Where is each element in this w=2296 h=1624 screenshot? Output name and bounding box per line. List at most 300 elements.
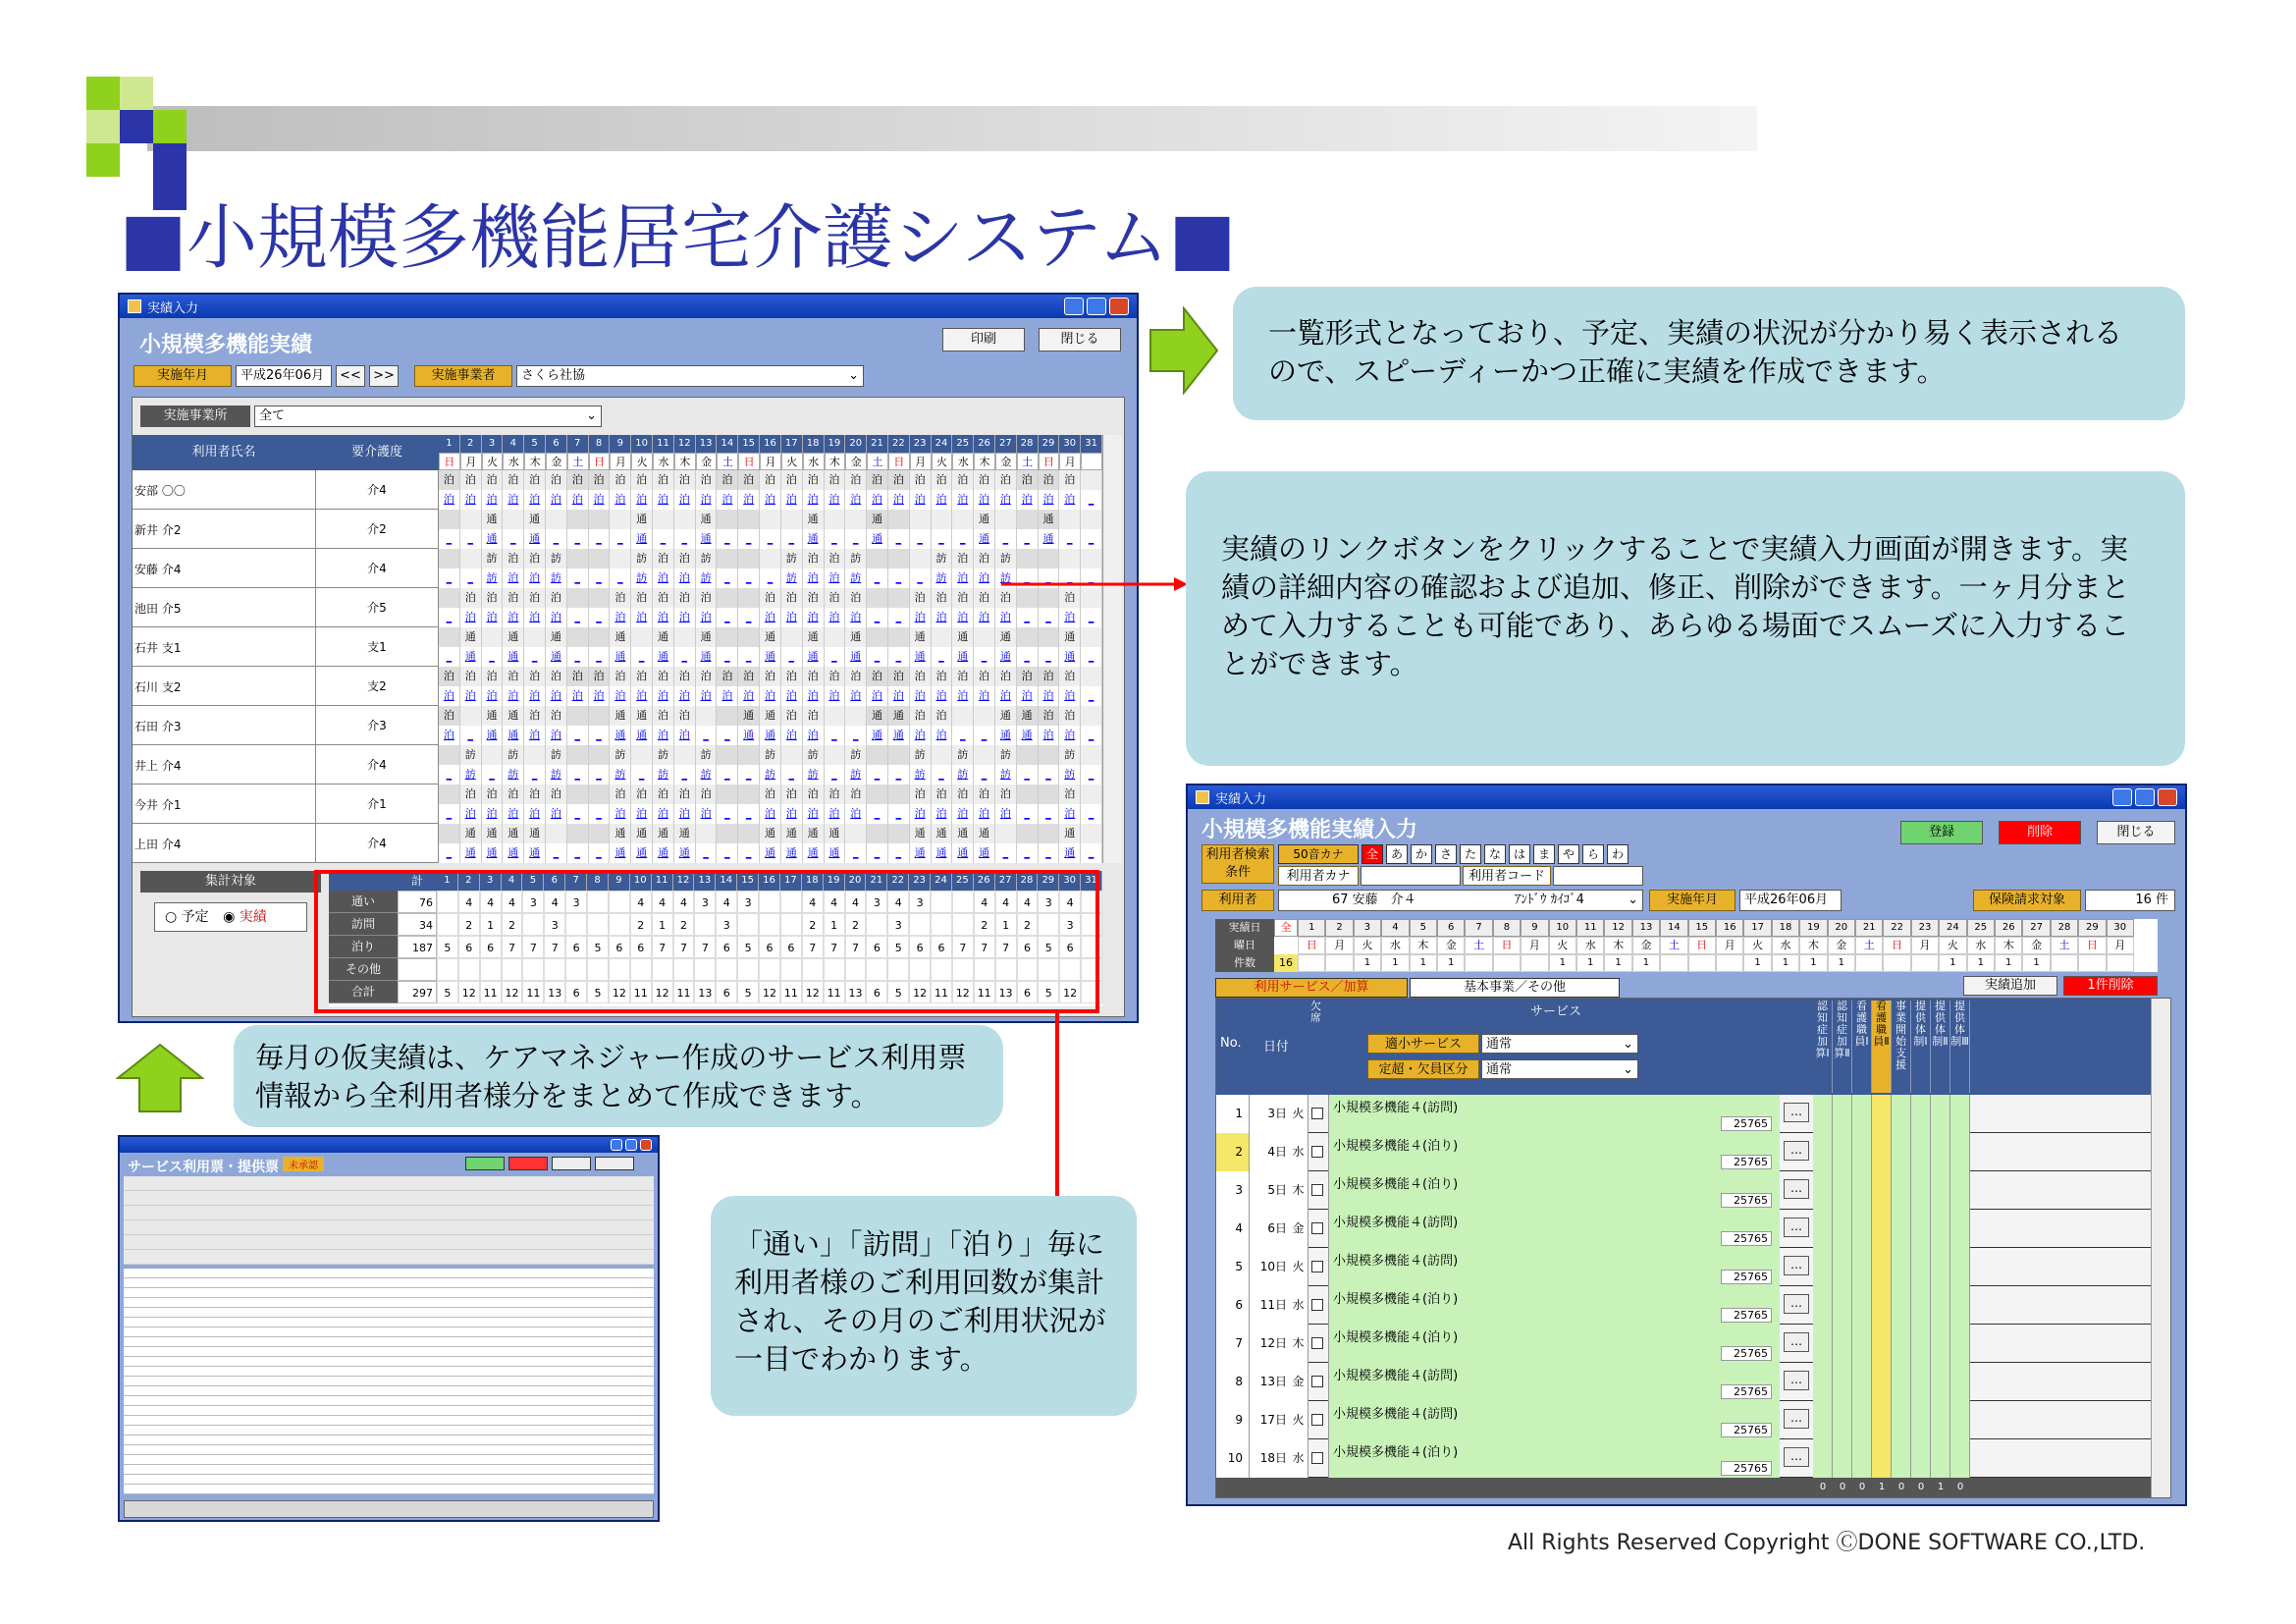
actual-link-cell[interactable]: _ <box>567 843 589 863</box>
actual-link-cell[interactable]: 泊 <box>888 490 910 510</box>
add-record-button[interactable]: 実績追加 <box>1963 976 2057 996</box>
date-button[interactable]: 14 <box>1660 919 1687 937</box>
kana-button[interactable]: あ <box>1386 844 1408 864</box>
actual-link-cell[interactable]: 泊 <box>825 568 846 588</box>
vertical-scrollbar[interactable] <box>2151 999 2170 1497</box>
actual-link-cell[interactable]: _ <box>696 726 718 745</box>
actual-link-cell[interactable]: 泊 <box>845 490 867 510</box>
register-button[interactable]: 登録 <box>1900 821 1983 844</box>
addon-checkbox[interactable] <box>1931 1401 1950 1439</box>
actual-link-cell[interactable]: 泊 <box>738 490 760 510</box>
actual-link-cell[interactable]: 泊 <box>995 490 1017 510</box>
actual-link-cell[interactable]: _ <box>567 529 589 549</box>
delete-button[interactable]: 削除 <box>1999 821 2081 844</box>
actual-link-cell[interactable]: _ <box>932 647 953 667</box>
actual-link-cell[interactable]: 泊 <box>717 686 738 706</box>
actual-link-cell[interactable]: _ <box>867 568 888 588</box>
actual-link-cell[interactable]: 泊 <box>845 608 867 627</box>
addon-checkbox[interactable] <box>1852 1095 1872 1133</box>
actual-link-cell[interactable]: 通 <box>1059 647 1081 667</box>
user-field[interactable] <box>1278 890 1643 911</box>
actual-link-cell[interactable]: 泊 <box>524 608 546 627</box>
actual-link-cell[interactable]: 泊 <box>631 608 653 627</box>
actual-link-cell[interactable]: 泊 <box>1039 490 1060 510</box>
actual-link-cell[interactable]: 泊 <box>653 490 674 510</box>
addon-checkbox[interactable] <box>1833 1439 1852 1478</box>
actual-link-cell[interactable]: _ <box>439 765 460 785</box>
actual-link-cell[interactable]: 訪 <box>803 765 825 785</box>
actual-link-cell[interactable]: 泊 <box>910 608 932 627</box>
date-button[interactable]: 28 <box>2051 919 2078 937</box>
addon-checkbox[interactable] <box>1911 1095 1931 1133</box>
date-button[interactable]: 8 <box>1493 919 1521 937</box>
actual-link-cell[interactable]: 泊 <box>910 804 932 824</box>
date-button[interactable]: 3 <box>1354 919 1381 937</box>
actual-link-cell[interactable]: _ <box>674 529 696 549</box>
addon-checkbox[interactable] <box>1872 1401 1892 1439</box>
date-button[interactable]: 16 <box>1716 919 1743 937</box>
actual-link-cell[interactable]: _ <box>1081 490 1102 510</box>
addon-checkbox[interactable] <box>1813 1286 1833 1325</box>
service-cell[interactable] <box>1328 1248 1780 1286</box>
actual-link-cell[interactable]: _ <box>867 765 888 785</box>
actual-link-cell[interactable]: 泊 <box>696 490 718 510</box>
actual-link-cell[interactable]: 泊 <box>803 804 825 824</box>
addon-checkbox[interactable] <box>1950 1248 1970 1286</box>
actual-link-cell[interactable]: 通 <box>825 843 846 863</box>
actual-link-cell[interactable]: 訪 <box>482 568 504 588</box>
actual-link-cell[interactable]: 泊 <box>974 686 995 706</box>
service-cell[interactable] <box>1328 1325 1780 1363</box>
addon-checkbox[interactable] <box>1872 1210 1892 1248</box>
minimize-button[interactable] <box>611 1139 622 1151</box>
close-button[interactable]: 閉じる <box>2097 821 2175 844</box>
actual-link-cell[interactable]: _ <box>610 529 631 549</box>
ticket-btn[interactable] <box>552 1157 591 1170</box>
service-cell[interactable] <box>1328 1401 1780 1439</box>
actual-link-cell[interactable]: 訪 <box>845 568 867 588</box>
actual-link-cell[interactable]: _ <box>952 726 974 745</box>
date-button[interactable]: 17 <box>1743 919 1771 937</box>
tab-basic[interactable] <box>1410 978 1620 998</box>
addon-checkbox[interactable] <box>1931 1171 1950 1210</box>
actual-link-cell[interactable]: _ <box>738 568 760 588</box>
ticket-btn-green[interactable] <box>465 1157 505 1170</box>
actual-link-cell[interactable]: 通 <box>974 529 995 549</box>
addon-checkbox[interactable] <box>1813 1439 1833 1478</box>
close-button[interactable]: 閉じる <box>1039 328 1121 352</box>
actual-link-cell[interactable]: _ <box>589 529 611 549</box>
radio-plan[interactable]: ○ 予定 <box>165 909 209 925</box>
date-all-button[interactable]: 全 <box>1274 919 1298 937</box>
actual-link-cell[interactable]: 訪 <box>460 765 482 785</box>
actual-link-cell[interactable]: 泊 <box>910 490 932 510</box>
actual-link-cell[interactable]: _ <box>888 804 910 824</box>
actual-link-cell[interactable]: _ <box>1017 529 1039 549</box>
actual-link-cell[interactable]: 泊 <box>932 726 953 745</box>
actual-link-cell[interactable]: 泊 <box>738 686 760 706</box>
addon-checkbox[interactable] <box>1813 1133 1833 1171</box>
kana-button[interactable]: ま <box>1533 844 1555 864</box>
maximize-button[interactable] <box>2135 788 2155 806</box>
actual-link-cell[interactable]: 通 <box>503 726 524 745</box>
actual-link-cell[interactable]: _ <box>910 529 932 549</box>
actual-link-cell[interactable]: _ <box>781 765 803 785</box>
prev-month-button[interactable]: << <box>336 365 365 387</box>
actual-link-cell[interactable]: 通 <box>631 726 653 745</box>
addon-checkbox[interactable] <box>1931 1210 1950 1248</box>
actual-link-cell[interactable]: 訪 <box>781 568 803 588</box>
addon-checkbox[interactable] <box>1872 1133 1892 1171</box>
actual-link-cell[interactable]: _ <box>1017 608 1039 627</box>
actual-link-cell[interactable]: 泊 <box>674 726 696 745</box>
actual-link-cell[interactable]: _ <box>867 647 888 667</box>
service-cell[interactable] <box>1328 1133 1780 1171</box>
actual-link-cell[interactable]: 泊 <box>546 686 567 706</box>
absent-checkbox[interactable] <box>1311 1146 1323 1158</box>
date-button[interactable]: 26 <box>1995 919 2022 937</box>
addon-checkbox[interactable] <box>1813 1363 1833 1401</box>
actual-link-cell[interactable]: 泊 <box>932 686 953 706</box>
actual-link-cell[interactable]: 通 <box>760 843 781 863</box>
addon-checkbox[interactable] <box>1852 1286 1872 1325</box>
actual-link-cell[interactable]: 泊 <box>631 490 653 510</box>
ticket-btn-red[interactable] <box>508 1157 548 1170</box>
actual-link-cell[interactable]: 通 <box>503 843 524 863</box>
actual-link-cell[interactable]: 泊 <box>482 490 504 510</box>
absent-checkbox[interactable] <box>1311 1184 1323 1196</box>
addon-checkbox[interactable] <box>1813 1325 1833 1363</box>
actual-link-cell[interactable]: 泊 <box>1039 726 1060 745</box>
kana-button[interactable]: わ <box>1607 844 1629 864</box>
actual-link-cell[interactable]: 泊 <box>952 686 974 706</box>
print-button[interactable]: 印刷 <box>942 328 1025 352</box>
actual-link-cell[interactable]: 通 <box>631 843 653 863</box>
date-button[interactable]: 5 <box>1410 919 1437 937</box>
actual-link-cell[interactable]: _ <box>888 529 910 549</box>
actual-link-cell[interactable]: _ <box>567 765 589 785</box>
service-cell[interactable] <box>1328 1286 1780 1325</box>
actual-link-cell[interactable]: _ <box>738 608 760 627</box>
ellipsis-button[interactable]: … <box>1784 1371 1809 1390</box>
actual-link-cell[interactable]: 通 <box>910 647 932 667</box>
addon-checkbox[interactable] <box>1911 1325 1931 1363</box>
teichou-select[interactable] <box>1481 1059 1638 1079</box>
addon-checkbox[interactable] <box>1892 1248 1911 1286</box>
actual-link-cell[interactable]: 訪 <box>653 765 674 785</box>
close-window-button[interactable] <box>1109 298 1129 315</box>
addon-checkbox[interactable] <box>1892 1401 1911 1439</box>
actual-link-cell[interactable]: 泊 <box>610 804 631 824</box>
date-button[interactable]: 24 <box>1939 919 1966 937</box>
kana-button[interactable]: か <box>1411 844 1432 864</box>
addon-checkbox[interactable] <box>1931 1325 1950 1363</box>
small-service-select[interactable] <box>1481 1034 1638 1054</box>
actual-link-cell[interactable]: 通 <box>888 726 910 745</box>
addon-checkbox[interactable] <box>1911 1171 1931 1210</box>
addon-checkbox[interactable] <box>1872 1439 1892 1478</box>
actual-link-cell[interactable]: 通 <box>696 647 718 667</box>
actual-link-cell[interactable]: 通 <box>932 843 953 863</box>
actual-link-cell[interactable]: 通 <box>867 726 888 745</box>
actual-link-cell[interactable]: _ <box>610 568 631 588</box>
actual-link-cell[interactable]: 泊 <box>653 726 674 745</box>
actual-link-cell[interactable]: 通 <box>760 647 781 667</box>
absent-checkbox[interactable] <box>1311 1222 1323 1234</box>
actual-link-cell[interactable]: 泊 <box>781 804 803 824</box>
actual-link-cell[interactable]: _ <box>567 726 589 745</box>
actual-link-cell[interactable]: 泊 <box>696 608 718 627</box>
actual-link-cell[interactable]: _ <box>460 568 482 588</box>
actual-link-cell[interactable]: _ <box>1039 765 1060 785</box>
radio-actual[interactable]: ◉ 実績 <box>223 909 267 925</box>
actual-link-cell[interactable]: 泊 <box>460 490 482 510</box>
delete-one-button[interactable]: 1件削除 <box>2063 976 2158 996</box>
actual-link-cell[interactable]: _ <box>439 608 460 627</box>
actual-link-cell[interactable]: 通 <box>952 647 974 667</box>
actual-link-cell[interactable]: _ <box>482 647 504 667</box>
actual-link-cell[interactable]: _ <box>738 804 760 824</box>
addon-checkbox[interactable] <box>1950 1401 1970 1439</box>
actual-link-cell[interactable]: 泊 <box>546 726 567 745</box>
actual-link-cell[interactable]: 泊 <box>760 608 781 627</box>
actual-link-cell[interactable]: _ <box>589 726 611 745</box>
addon-checkbox[interactable] <box>1833 1210 1852 1248</box>
actual-link-cell[interactable]: _ <box>825 765 846 785</box>
actual-link-cell[interactable]: _ <box>589 647 611 667</box>
date-button[interactable]: 23 <box>1911 919 1939 937</box>
actual-link-cell[interactable]: 泊 <box>825 608 846 627</box>
actual-link-cell[interactable]: _ <box>845 843 867 863</box>
actual-link-cell[interactable]: 通 <box>952 843 974 863</box>
actual-link-cell[interactable]: _ <box>888 608 910 627</box>
service-cell[interactable] <box>1328 1171 1780 1210</box>
tab-services[interactable] <box>1215 978 1408 998</box>
actual-link-cell[interactable]: 泊 <box>845 686 867 706</box>
addon-checkbox[interactable] <box>1931 1286 1950 1325</box>
actual-link-cell[interactable]: _ <box>717 804 738 824</box>
actual-link-cell[interactable]: _ <box>439 843 460 863</box>
actual-link-cell[interactable]: 訪 <box>760 765 781 785</box>
actual-link-cell[interactable]: _ <box>1081 726 1102 745</box>
actual-link-cell[interactable]: 通 <box>910 843 932 863</box>
actual-link-cell[interactable]: 泊 <box>460 608 482 627</box>
actual-link-cell[interactable]: _ <box>460 529 482 549</box>
addon-checkbox[interactable] <box>1950 1363 1970 1401</box>
actual-link-cell[interactable]: 泊 <box>781 726 803 745</box>
close-window-button[interactable] <box>640 1139 652 1151</box>
addon-checkbox[interactable] <box>1892 1363 1911 1401</box>
actual-link-cell[interactable]: 泊 <box>952 490 974 510</box>
date-button[interactable]: 15 <box>1688 919 1716 937</box>
actual-link-cell[interactable]: 泊 <box>1017 686 1039 706</box>
actual-link-cell[interactable]: 泊 <box>1017 490 1039 510</box>
actual-link-cell[interactable]: 泊 <box>610 686 631 706</box>
minimize-button[interactable] <box>1064 298 1084 315</box>
actual-link-cell[interactable]: 泊 <box>653 608 674 627</box>
actual-link-cell[interactable]: 泊 <box>524 804 546 824</box>
date-button[interactable]: 11 <box>1576 919 1604 937</box>
actual-link-cell[interactable]: 訪 <box>696 568 718 588</box>
actual-link-cell[interactable]: 泊 <box>460 804 482 824</box>
addon-checkbox[interactable] <box>1950 1439 1970 1478</box>
actual-link-cell[interactable]: 泊 <box>482 686 504 706</box>
actual-link-cell[interactable]: _ <box>439 568 460 588</box>
addon-checkbox[interactable] <box>1872 1363 1892 1401</box>
actual-link-cell[interactable]: 泊 <box>760 804 781 824</box>
actual-link-cell[interactable]: 泊 <box>781 490 803 510</box>
actual-link-cell[interactable]: _ <box>717 765 738 785</box>
actual-link-cell[interactable]: _ <box>760 529 781 549</box>
actual-link-cell[interactable]: 泊 <box>524 490 546 510</box>
actual-link-cell[interactable]: 泊 <box>674 490 696 510</box>
addon-checkbox[interactable] <box>1892 1133 1911 1171</box>
addon-checkbox[interactable] <box>1813 1401 1833 1439</box>
date-button[interactable]: 27 <box>2022 919 2050 937</box>
addon-checkbox[interactable] <box>1911 1363 1931 1401</box>
addon-checkbox[interactable] <box>1911 1133 1931 1171</box>
date-button[interactable]: 2 <box>1325 919 1353 937</box>
actual-link-cell[interactable]: _ <box>974 726 995 745</box>
actual-link-cell[interactable]: _ <box>952 529 974 549</box>
ellipsis-button[interactable]: … <box>1784 1218 1809 1237</box>
actual-link-cell[interactable]: _ <box>439 804 460 824</box>
actual-link-cell[interactable]: _ <box>674 647 696 667</box>
date-button[interactable]: 9 <box>1521 919 1548 937</box>
actual-link-cell[interactable]: _ <box>1017 647 1039 667</box>
actual-link-cell[interactable]: _ <box>717 843 738 863</box>
actual-link-cell[interactable]: _ <box>524 765 546 785</box>
absent-checkbox[interactable] <box>1311 1261 1323 1272</box>
actual-link-cell[interactable]: 泊 <box>503 804 524 824</box>
actual-link-cell[interactable]: 通 <box>1039 529 1060 549</box>
actual-link-cell[interactable]: 訪 <box>610 765 631 785</box>
actual-link-cell[interactable]: 泊 <box>1059 804 1081 824</box>
actual-link-cell[interactable]: 通 <box>610 843 631 863</box>
actual-link-cell[interactable]: 通 <box>696 529 718 549</box>
actual-link-cell[interactable]: _ <box>910 568 932 588</box>
actual-link-cell[interactable]: _ <box>932 765 953 785</box>
actual-link-cell[interactable]: 訪 <box>631 568 653 588</box>
actual-link-cell[interactable]: 泊 <box>825 490 846 510</box>
actual-link-cell[interactable]: 泊 <box>524 568 546 588</box>
addon-checkbox[interactable] <box>1813 1248 1833 1286</box>
actual-link-cell[interactable]: 泊 <box>995 804 1017 824</box>
service-cell[interactable] <box>1328 1363 1780 1401</box>
month-field[interactable]: 平成26年06月 <box>1739 890 1842 911</box>
actual-link-cell[interactable]: 泊 <box>1039 686 1060 706</box>
actual-link-cell[interactable]: _ <box>674 765 696 785</box>
actual-link-cell[interactable]: 泊 <box>995 686 1017 706</box>
actual-link-cell[interactable]: 泊 <box>546 608 567 627</box>
actual-link-cell[interactable]: _ <box>825 726 846 745</box>
actual-link-cell[interactable]: 泊 <box>567 686 589 706</box>
actual-link-cell[interactable]: _ <box>1081 843 1102 863</box>
actual-link-cell[interactable]: 泊 <box>760 686 781 706</box>
actual-link-cell[interactable]: 泊 <box>567 490 589 510</box>
actual-link-cell[interactable]: 通 <box>653 843 674 863</box>
service-cell[interactable] <box>1328 1095 1780 1133</box>
actual-link-cell[interactable]: _ <box>867 843 888 863</box>
actual-link-cell[interactable]: 泊 <box>696 686 718 706</box>
actual-link-cell[interactable]: _ <box>567 804 589 824</box>
addon-checkbox[interactable] <box>1852 1439 1872 1478</box>
absent-checkbox[interactable] <box>1311 1337 1323 1349</box>
actual-link-cell[interactable]: _ <box>1081 647 1102 667</box>
actual-link-cell[interactable]: _ <box>888 568 910 588</box>
actual-link-cell[interactable]: _ <box>781 529 803 549</box>
actual-link-cell[interactable]: _ <box>589 608 611 627</box>
actual-link-cell[interactable]: _ <box>1059 529 1081 549</box>
actual-link-cell[interactable]: 訪 <box>696 765 718 785</box>
actual-link-cell[interactable]: _ <box>696 843 718 863</box>
actual-link-cell[interactable]: _ <box>995 529 1017 549</box>
actual-link-cell[interactable]: _ <box>867 804 888 824</box>
addon-checkbox[interactable] <box>1892 1095 1911 1133</box>
addon-checkbox[interactable] <box>1931 1133 1950 1171</box>
actual-link-cell[interactable]: 泊 <box>696 804 718 824</box>
actual-link-cell[interactable]: 泊 <box>888 686 910 706</box>
actual-link-cell[interactable]: _ <box>1039 608 1060 627</box>
actual-link-cell[interactable]: 泊 <box>932 490 953 510</box>
ellipsis-button[interactable]: … <box>1784 1447 1809 1467</box>
actual-link-cell[interactable]: 泊 <box>974 490 995 510</box>
actual-link-cell[interactable]: 泊 <box>781 608 803 627</box>
absent-checkbox[interactable] <box>1311 1376 1323 1387</box>
actual-link-cell[interactable]: _ <box>1017 843 1039 863</box>
absent-checkbox[interactable] <box>1311 1299 1323 1311</box>
actual-link-cell[interactable]: _ <box>631 765 653 785</box>
actual-link-cell[interactable]: 通 <box>995 647 1017 667</box>
actual-link-cell[interactable]: _ <box>1081 804 1102 824</box>
actual-link-cell[interactable]: 泊 <box>503 568 524 588</box>
actual-link-cell[interactable]: 泊 <box>653 568 674 588</box>
ticket-btn[interactable] <box>595 1157 634 1170</box>
date-button[interactable]: 6 <box>1437 919 1465 937</box>
actual-link-cell[interactable]: _ <box>546 843 567 863</box>
code-input[interactable] <box>1553 866 1643 886</box>
actual-link-cell[interactable]: _ <box>482 765 504 785</box>
actual-link-cell[interactable]: 泊 <box>1059 726 1081 745</box>
addon-checkbox[interactable] <box>1892 1210 1911 1248</box>
actual-link-cell[interactable]: _ <box>589 568 611 588</box>
actual-link-cell[interactable]: 通 <box>503 647 524 667</box>
date-button[interactable]: 22 <box>1883 919 1910 937</box>
actual-link-cell[interactable]: _ <box>1081 529 1102 549</box>
actual-link-cell[interactable]: _ <box>567 608 589 627</box>
date-button[interactable]: 25 <box>1967 919 1995 937</box>
absent-checkbox[interactable] <box>1311 1108 1323 1119</box>
actual-link-cell[interactable]: 通 <box>482 726 504 745</box>
actual-link-cell[interactable]: _ <box>439 529 460 549</box>
addon-checkbox[interactable] <box>1892 1286 1911 1325</box>
actual-link-cell[interactable]: 通 <box>524 529 546 549</box>
actual-link-cell[interactable]: _ <box>653 529 674 549</box>
actual-link-cell[interactable]: 泊 <box>460 686 482 706</box>
actual-link-cell[interactable]: 通 <box>803 529 825 549</box>
ellipsis-button[interactable]: … <box>1784 1141 1809 1161</box>
actual-link-cell[interactable]: 泊 <box>482 608 504 627</box>
actual-link-cell[interactable]: _ <box>825 529 846 549</box>
addon-checkbox[interactable] <box>1931 1095 1950 1133</box>
actual-link-cell[interactable]: 泊 <box>803 608 825 627</box>
addon-checkbox[interactable] <box>1931 1439 1950 1478</box>
actual-link-cell[interactable]: _ <box>845 726 867 745</box>
minimize-button[interactable] <box>2112 788 2132 806</box>
kana-all-button[interactable]: 全 <box>1362 844 1383 864</box>
actual-link-cell[interactable]: 泊 <box>631 686 653 706</box>
actual-link-cell[interactable]: 通 <box>610 726 631 745</box>
